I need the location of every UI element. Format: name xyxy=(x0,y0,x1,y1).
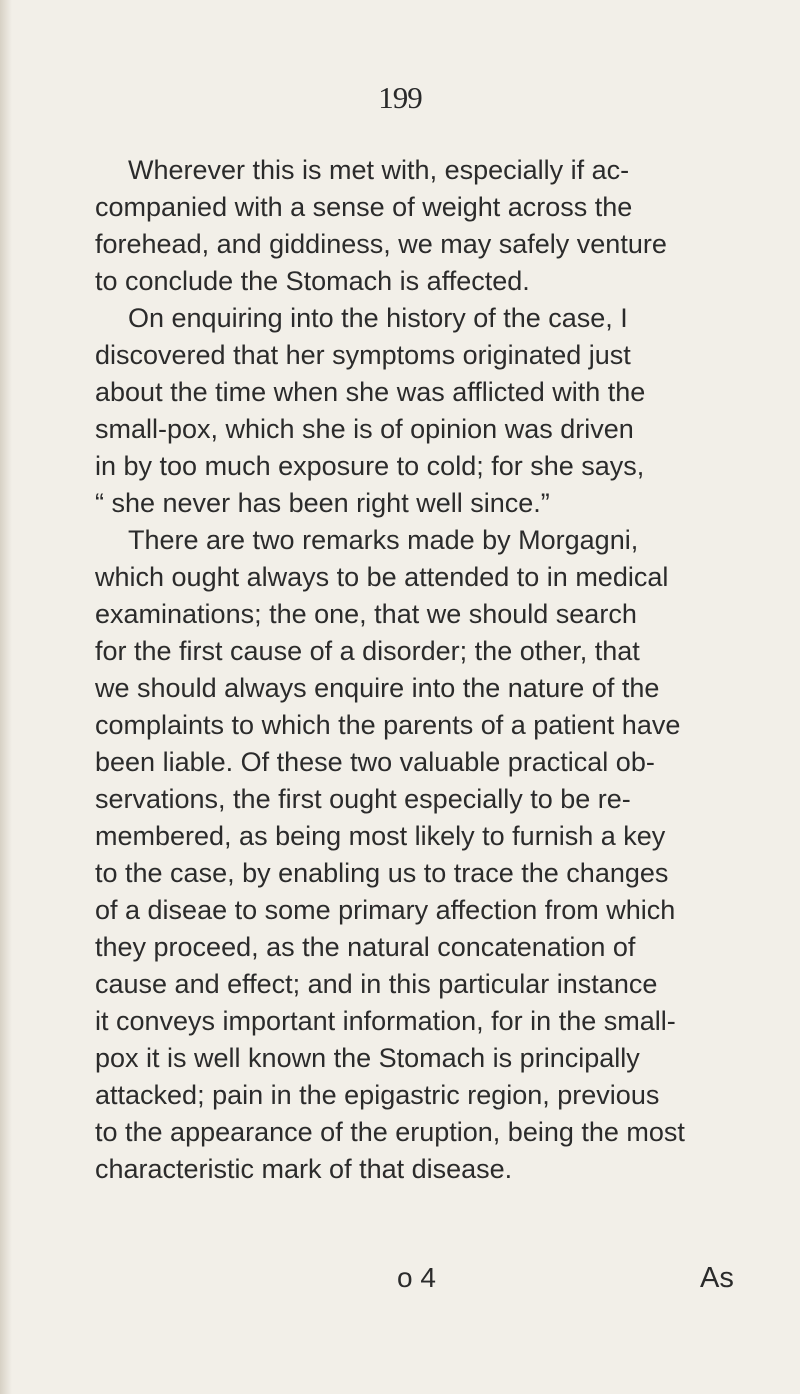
text-line: they proceed, as the natural concatenation of xyxy=(95,932,636,962)
text-line: complaints to which the parents of a patient have xyxy=(95,710,681,740)
text-line: in by too much exposure to cold; for she says, xyxy=(95,451,645,481)
text-line: On enquiring into the history of the case, I xyxy=(128,303,628,333)
text-line: pox it is well known the Stomach is principally xyxy=(95,1043,640,1073)
signature-mark: o 4 xyxy=(397,1262,436,1293)
text-line: companied with a sense of weight across the xyxy=(95,192,633,222)
text-line: which ought always to be attended to in medical xyxy=(95,562,669,592)
text-line: servations, the first ought especially to be re- xyxy=(95,784,631,814)
text-line: small-pox, which she is of opinion was driven xyxy=(95,414,634,444)
text-line: to the case, by enabling us to trace the changes xyxy=(95,858,669,888)
text-line: to the appearance of the eruption, being the most xyxy=(95,1117,685,1147)
page-gutter-shadow xyxy=(0,0,12,1394)
text-line: membered, as being most likely to furnish a key xyxy=(95,821,666,851)
text-line: forehead, and giddiness, we may safely venture xyxy=(95,229,667,259)
text-line: There are two remarks made by Morgagni, xyxy=(128,525,639,555)
text-line: for the first cause of a disorder; the other, that xyxy=(95,636,640,666)
text-line: cause and effect; and in this particular instance xyxy=(95,969,658,999)
text-line: been liable. Of these two valuable practical ob- xyxy=(95,747,655,777)
text-line: attacked; pain in the epigastric region, previous xyxy=(95,1080,660,1110)
text-line: to conclude the Stomach is affected. xyxy=(95,266,530,296)
catchword: As xyxy=(700,1262,734,1294)
text-line: characteristic mark of that disease. xyxy=(95,1154,513,1184)
text-line: it conveys important information, for in the small- xyxy=(95,1006,676,1036)
text-line: examinations; the one, that we should search xyxy=(95,599,637,629)
text-line: about the time when she was afflicted with the xyxy=(95,377,646,407)
page-number: 199 xyxy=(378,80,422,115)
text-line: we should always enquire into the nature of the xyxy=(95,673,660,703)
text-line: “ she never has been right well since.” xyxy=(95,488,550,518)
text-line: Wherever this is met with, especially if ac- xyxy=(128,155,630,185)
text-line: discovered that her symptoms originated just xyxy=(95,340,631,370)
text-line: of a diseae to some primary affection from which xyxy=(95,895,676,925)
